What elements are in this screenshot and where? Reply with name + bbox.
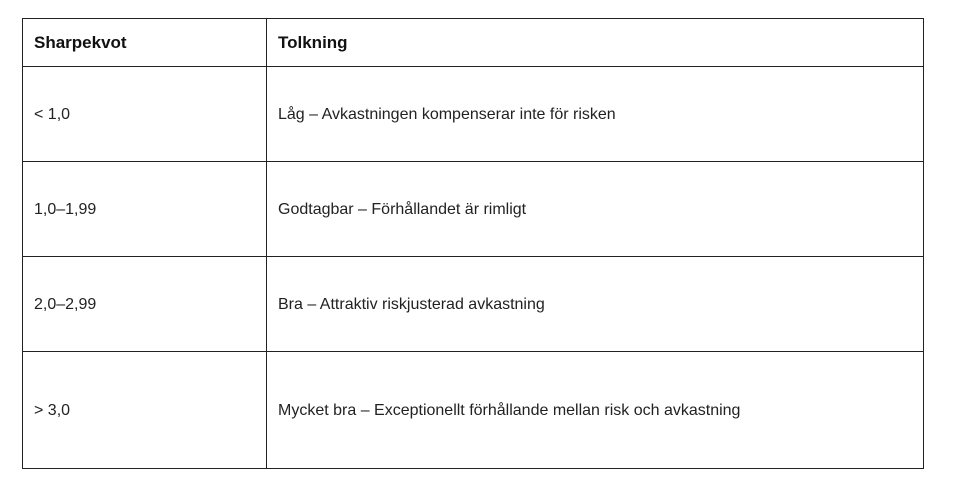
cell-sharpe-value: < 1,0: [23, 67, 267, 162]
header-row: [23, 19, 924, 67]
table-row: [23, 257, 924, 352]
cell-sharpe-value: > 3,0: [23, 352, 267, 469]
cell-interpretation: Godtagbar – Förhållandet är rimligt: [267, 162, 924, 257]
cell-interpretation: Bra – Attraktiv riskjusterad avkastning: [267, 257, 924, 352]
header-tolkning: Tolkning: [267, 19, 924, 67]
header-sharpekvot: Sharpekvot: [23, 19, 267, 67]
cell-sharpe-value: 1,0–1,99: [23, 162, 267, 257]
table-row: [23, 162, 924, 257]
table-row: [23, 352, 924, 469]
table-body: [23, 67, 924, 469]
cell-interpretation: Låg – Avkastningen kompenserar inte för risken: [267, 67, 924, 162]
cell-sharpe-value: 2,0–2,99: [23, 257, 267, 352]
sharpe-ratio-table: [22, 18, 924, 469]
table-row: [23, 67, 924, 162]
cell-interpretation: Mycket bra – Exceptionellt förhållande mellan risk och avkastning: [267, 352, 924, 469]
table-header: [23, 19, 924, 67]
